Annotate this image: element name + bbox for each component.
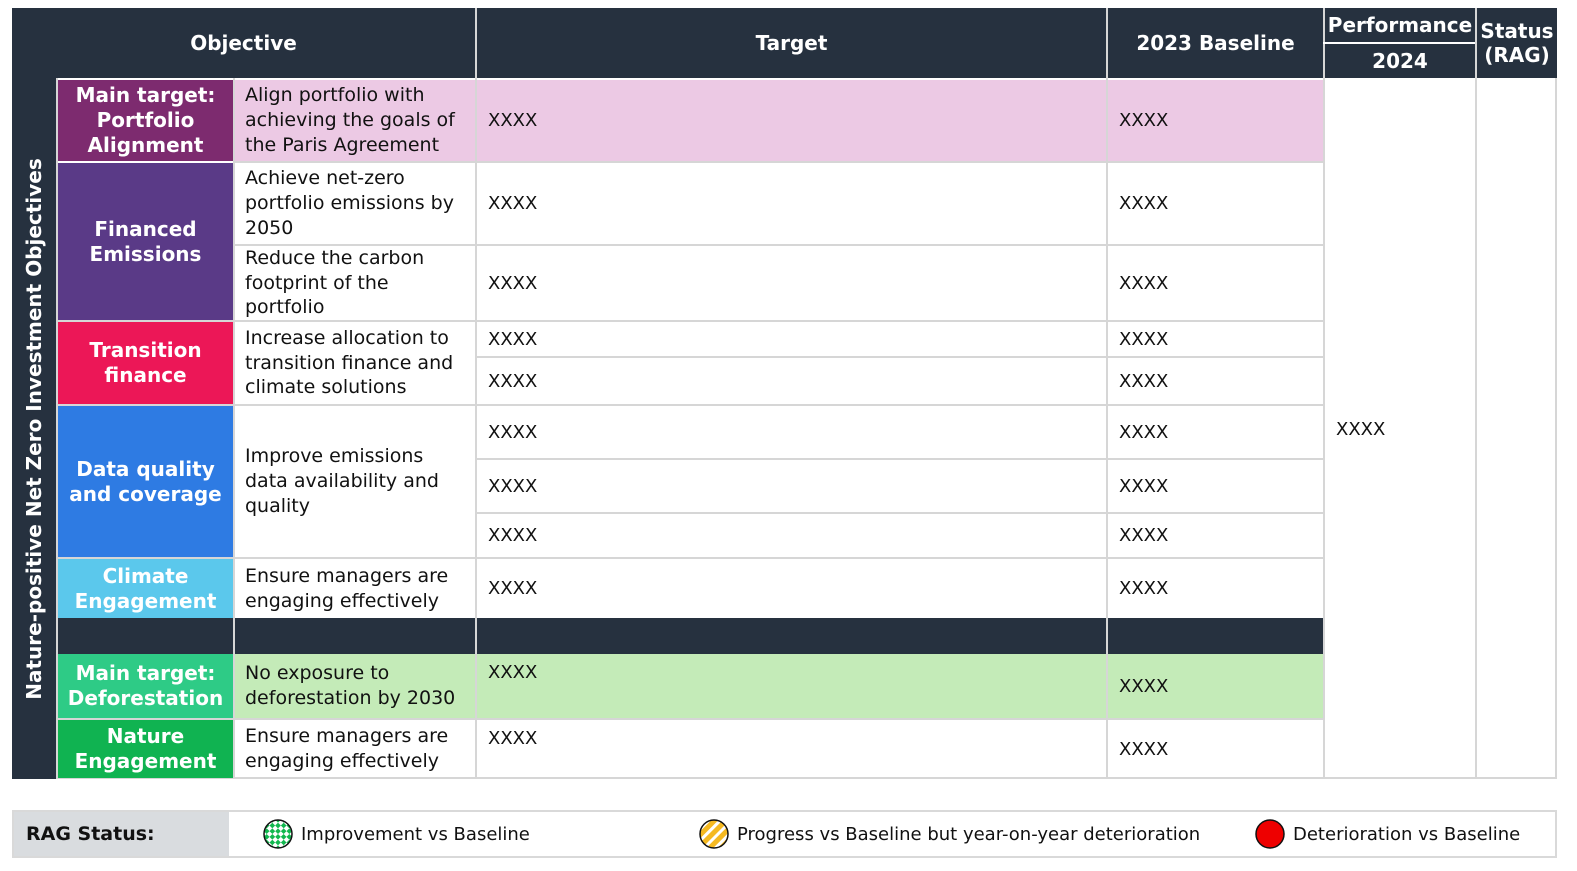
grid-line bbox=[233, 78, 235, 778]
baseline-data-quality-2: XXXX bbox=[1119, 475, 1169, 497]
grid-line bbox=[1106, 8, 1108, 778]
target-net-zero: XXXX bbox=[488, 193, 538, 214]
striped-amber-circle-icon bbox=[698, 818, 730, 850]
category-data-quality: Data quality and coverage bbox=[58, 406, 233, 557]
target-nature-engagement: XXXX bbox=[488, 728, 538, 749]
objective-climate-engagement: Ensure managers are engaging effectively bbox=[245, 564, 449, 612]
grid-line bbox=[475, 8, 477, 778]
header-performance: Performance bbox=[1325, 8, 1475, 42]
baseline-transition-2: XXXX bbox=[1119, 370, 1169, 392]
target-deforestation: XXXX bbox=[488, 662, 538, 683]
grid-line bbox=[1475, 8, 1477, 778]
header-objective: Objective bbox=[12, 8, 475, 78]
objective-data-quality: Improve emissions data availability and quality bbox=[245, 445, 439, 517]
grid-line bbox=[1323, 8, 1325, 778]
grid-line bbox=[56, 320, 1324, 322]
category-financed-emissions: Financed Emissions bbox=[58, 163, 233, 320]
grid-line bbox=[1323, 42, 1475, 44]
category-transition-finance: Transition finance bbox=[58, 322, 233, 404]
checkered-green-circle-icon bbox=[262, 818, 294, 850]
target-data-quality-1: XXXX bbox=[488, 421, 538, 443]
baseline-carbon-footprint: XXXX bbox=[1119, 272, 1169, 294]
grid-line bbox=[233, 161, 1324, 163]
target-data-quality-2: XXXX bbox=[488, 475, 538, 497]
header-status: Status (RAG) bbox=[1477, 8, 1557, 78]
grid-line bbox=[475, 512, 1324, 514]
grid-line bbox=[56, 404, 1324, 406]
objective-transition-finance: Increase allocation to transition finance and climate solutions bbox=[245, 326, 454, 399]
legend-improvement bbox=[262, 812, 530, 856]
category-nature-engagement: Nature Engagement bbox=[58, 720, 233, 778]
grid-line bbox=[233, 244, 1324, 246]
performance-value: XXXX bbox=[1336, 418, 1386, 440]
grid-line bbox=[56, 78, 58, 778]
target-climate-engagement: XXXX bbox=[488, 578, 538, 599]
legend-improvement-text: Improvement vs Baseline bbox=[301, 823, 530, 845]
side-label bbox=[12, 78, 56, 779]
target-transition-1: XXXX bbox=[488, 328, 538, 350]
baseline-portfolio-alignment: XXXX bbox=[1119, 110, 1169, 131]
legend-progress bbox=[698, 812, 1200, 856]
category-portfolio-alignment: Main target: Portfolio Alignment bbox=[58, 80, 233, 161]
objective-net-zero: Achieve net-zero portfolio emissions by 2050 bbox=[245, 167, 454, 239]
side-label-text: Nature-positive Net Zero Investment Objectives bbox=[22, 157, 46, 700]
objective-carbon-footprint: Reduce the carbon footprint of the portfolio bbox=[245, 246, 425, 319]
grid-line bbox=[56, 557, 1324, 559]
header-baseline: 2023 Baseline bbox=[1108, 8, 1323, 78]
baseline-deforestation: XXXX bbox=[1119, 675, 1169, 697]
baseline-net-zero: XXXX bbox=[1119, 193, 1169, 214]
baseline-transition-1: XXXX bbox=[1119, 328, 1169, 350]
rag-legend-label: RAG Status: bbox=[14, 812, 229, 856]
objective-portfolio-alignment: Align portfolio with achieving the goals of the Paris Agreement bbox=[245, 84, 455, 156]
grid-line bbox=[475, 458, 1324, 460]
target-data-quality-3: XXXX bbox=[488, 525, 538, 546]
grid-line bbox=[56, 718, 1324, 720]
rag-legend bbox=[12, 810, 1557, 858]
red-circle-icon bbox=[1254, 818, 1286, 850]
header-target: Target bbox=[477, 8, 1106, 78]
legend-deterioration-text: Deterioration vs Baseline bbox=[1293, 823, 1521, 845]
legend-deterioration bbox=[1254, 812, 1520, 856]
grid-line bbox=[475, 356, 1324, 358]
header-performance-year: 2024 bbox=[1325, 44, 1475, 78]
category-deforestation: Main target: Deforestation bbox=[58, 654, 233, 718]
baseline-data-quality-3: XXXX bbox=[1119, 525, 1169, 546]
objective-nature-engagement: Ensure managers are engaging effectively bbox=[245, 725, 449, 772]
baseline-nature-engagement: XXXX bbox=[1119, 738, 1169, 760]
category-climate-engagement: Climate Engagement bbox=[58, 559, 233, 618]
objective-deforestation: No exposure to deforestation by 2030 bbox=[245, 662, 456, 709]
target-portfolio-alignment: XXXX bbox=[488, 110, 538, 131]
target-transition-2: XXXX bbox=[488, 370, 538, 392]
baseline-data-quality-1: XXXX bbox=[1119, 421, 1169, 443]
baseline-climate-engagement: XXXX bbox=[1119, 578, 1169, 599]
legend-progress-text: Progress vs Baseline but year-on-year deterioration bbox=[737, 823, 1201, 845]
target-carbon-footprint: XXXX bbox=[488, 272, 538, 294]
separator-band bbox=[56, 618, 1324, 654]
